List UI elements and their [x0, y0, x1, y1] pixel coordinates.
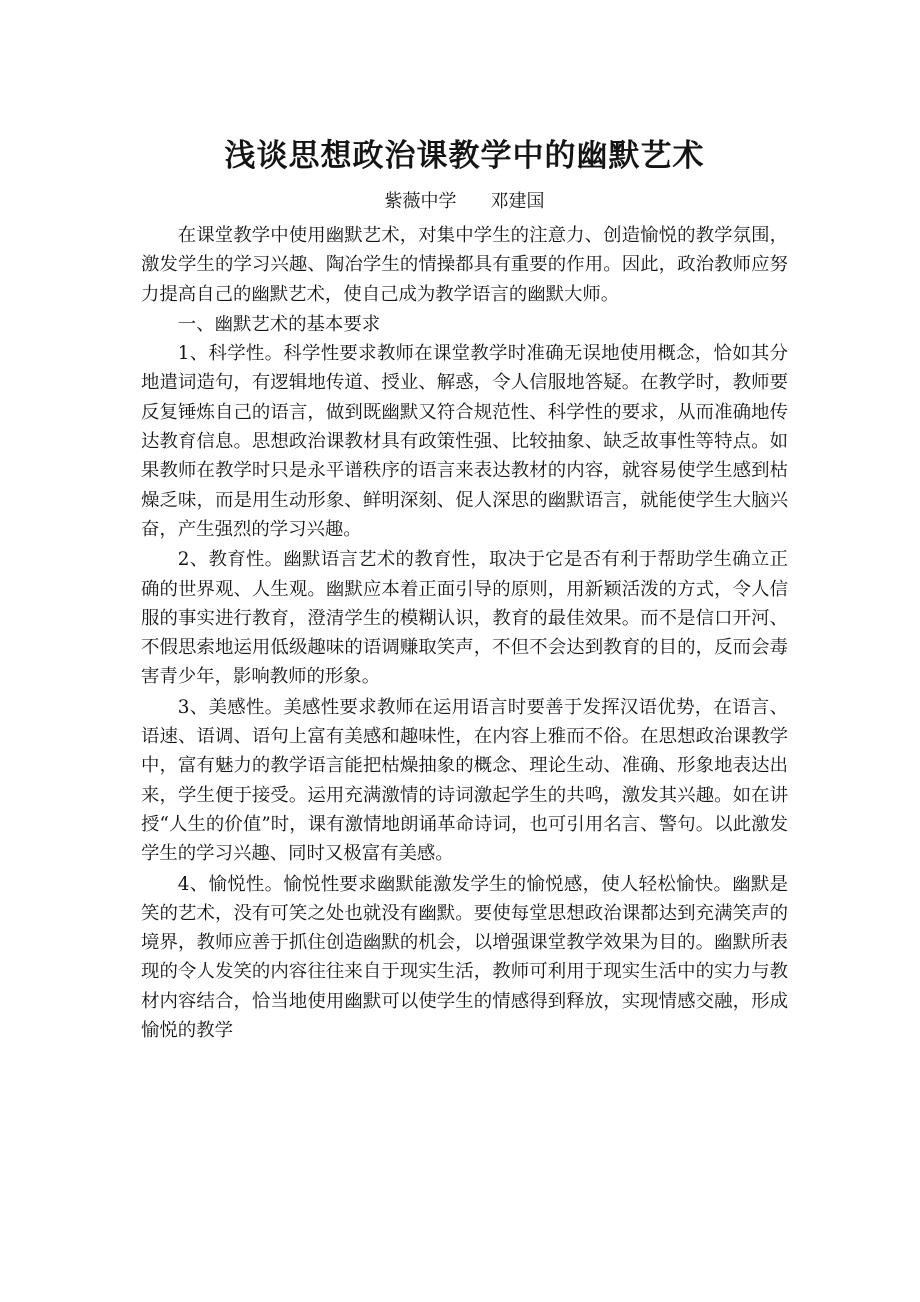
intro-paragraph: 在课堂教学中使用幽默艺术，对集中学生的注意力、创造愉悦的教学氛围，激发学生的学习兴趣、陶冶学生的情操都具有重要的作用。因此，政治教师应努力提高自己的幽默艺术，使自己成为教学语言的幽默大师。: [141, 225, 788, 305]
paragraph-pleasure: 4、愉悦性。愉悦性要求幽默能激发学生的愉悦感，使人轻松愉快。幽默是笑的艺术，没有可笑之处也就没有幽默。要使每堂思想政治课都达到充满笑声的境界，教师应善于抓住创造幽默的机会，以增强课堂教学效果为目的。幽默所表现的令人发笑的内容往往来自于现实生活，教师可利用于现实生活中的实力与教材内容结合，恰当地使用幽默可以使学生的情感得到释放，实现情感交融，形成愉悦的教学: [141, 873, 788, 1042]
section-heading: 一、幽默艺术的基本要求: [177, 313, 381, 335]
byline: [141, 187, 788, 217]
school-name: 紫薇中学: [384, 191, 457, 212]
document-body: [141, 132, 788, 1046]
document-title: 浅谈思想政治课教学中的幽默艺术: [224, 138, 705, 174]
author-name: 邓建国: [490, 191, 545, 212]
paragraph-educational: 2、教育性。幽默语言艺术的教育性，取决于它是否有利于帮助学生确立正确的世界观、人生观。幽默应本着正面引导的原则，用新颖活泼的方式，令人信服的事实进行教育，澄清学生的模糊认识，教育的最佳效果。而不是信口开河、不假思索地运用低级趣味的语调赚取笑声，不但不会达到教育的目的，反而会毒害青少年，影响教师的形象。: [141, 549, 788, 688]
paragraph-scientific: 1、科学性。科学性要求教师在课堂教学时准确无误地使用概念，恰如其分地遣词造句，有逻辑地传道、授业、解惑，令人信服地答疑。在教学时，教师要反复锤炼自己的语言，做到既幽默又符合规范性、科学性的要求，从而准确地传达教育信息。思想政治课教材具有政策性强、比较抽象、缺乏故事性等特点。如果教师在教学时只是永平谱秩序的语言来表达教材的内容，就容易使学生感到枯燥乏味，而是用生动形象、鲜明深刻、促人深思的幽默语言，就能使学生大脑兴奋，产生强烈的学习兴趣。: [141, 343, 788, 540]
paragraph-aesthetic: 3、美感性。美感性要求教师在运用语言时要善于发挥汉语优势，在语言、语速、语调、语句上富有美感和趣味性，在内容上雅而不俗。在思想政治课教学中，富有魅力的教学语言能把枯燥抽象的概念、理论生动、准确、形象地表达出来，学生便于接受。运用充满激情的诗词激起学生的共鸣，激发其兴趣。如在讲授“人生的价值”时，课有激情地朗诵革命诗词，也可引用名言、警句。以此激发学生的学习兴趣、同时又极富有美感。: [141, 696, 788, 865]
